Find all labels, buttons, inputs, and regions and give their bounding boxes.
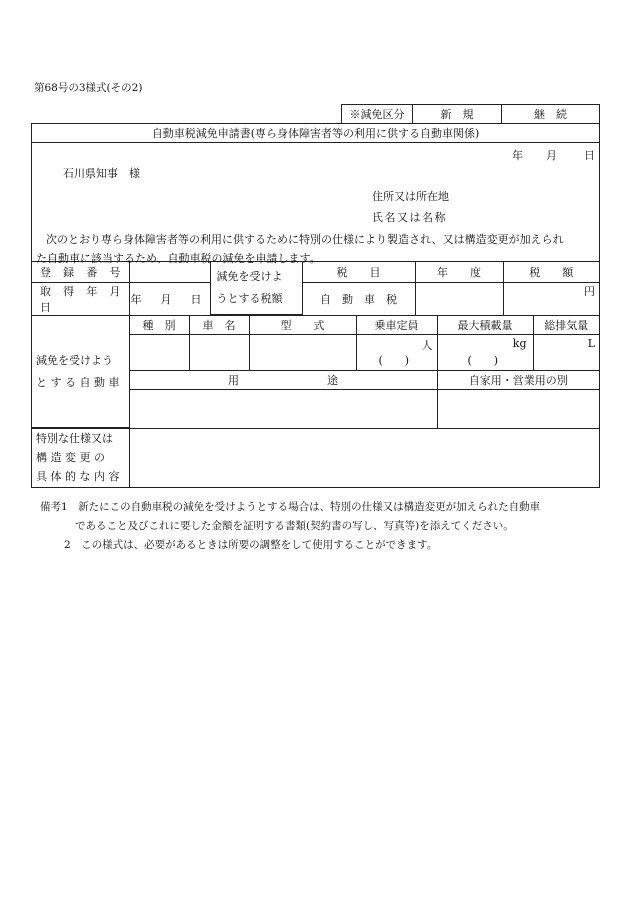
date-day[interactable]: 日 <box>584 149 595 162</box>
load-paren: ( ) <box>467 354 499 367</box>
use-header: 用 途 <box>129 371 437 390</box>
date-month[interactable]: 月 <box>546 149 557 162</box>
vehicle-label-line2: と す る 自 動 車 <box>36 375 120 389</box>
use-field[interactable] <box>129 390 437 428</box>
max-load-field[interactable] <box>437 335 533 371</box>
tax-to-reduce-label-line1: 減免を受けよ <box>216 270 283 283</box>
vehicle-name-field[interactable] <box>189 335 249 371</box>
capacity-field[interactable] <box>356 335 437 371</box>
capacity-header: 乗車定員 <box>356 316 437 335</box>
special-spec-label <box>32 429 129 487</box>
notes <box>40 498 540 555</box>
special-spec-field[interactable] <box>129 429 599 487</box>
note-2: 2 この様式は、必要があるときは所要の調整をして使用することができます。 <box>64 539 438 551</box>
category-label: ※減免区分 <box>342 105 413 123</box>
tax-to-reduce-label <box>210 262 302 315</box>
vehicle-label <box>32 316 129 428</box>
form-header <box>32 143 599 265</box>
category-new-option[interactable]: 新 規 <box>413 105 502 123</box>
form-number: 第68号の3様式(その2) <box>34 82 143 94</box>
fiscal-year-field[interactable] <box>415 282 503 315</box>
tax-amount-header: 税 額 <box>503 262 599 282</box>
special-spec-label-line2: 構 造 変 更 の <box>36 451 105 465</box>
model-header: 型 式 <box>249 316 356 335</box>
capacity-unit: 人 <box>421 339 433 352</box>
reduction-category <box>341 104 600 123</box>
acquisition-date-field[interactable]: 年 月 日 <box>129 282 210 315</box>
load-unit: kg <box>512 337 527 350</box>
tax-section <box>32 262 599 315</box>
statement-line-1: 次のとおり専ら身体障害者等の利用に供するために特別の仕様により製造され、又は構造変更が加えられ <box>46 233 564 246</box>
address-label[interactable]: 住所又は所在地 <box>372 190 449 203</box>
vehicle-section <box>32 315 599 428</box>
application-form <box>31 123 600 488</box>
addressee: 石川県知事 様 <box>63 167 140 180</box>
category-continue-option[interactable]: 継 続 <box>534 108 567 121</box>
date-year[interactable]: 年 <box>512 149 523 162</box>
vehicle-label-line1: 減免を受けよう <box>36 353 113 367</box>
registration-number-label: 登 録 番 号 <box>32 262 129 282</box>
private-commercial-field[interactable] <box>437 390 599 428</box>
special-spec-label-line1: 特別な仕様又は <box>36 432 113 446</box>
form-title: 自動車税減免申請書(専ら身体障害者等の利用に供する自動車関係) <box>32 124 599 143</box>
capacity-paren: ( ) <box>378 354 410 367</box>
acquisition-date-label: 取 得 年 月 日 <box>32 282 129 315</box>
vehicle-name-header: 車 名 <box>189 316 249 335</box>
tax-item-value: 自 動 車 税 <box>302 282 415 315</box>
tax-to-reduce-label-line2: うとする税額 <box>216 292 283 305</box>
max-load-header: 最大積載量 <box>437 316 533 335</box>
tax-amount-field[interactable]: 円 <box>503 282 599 315</box>
name-label[interactable]: 氏名又は名称 <box>372 211 447 224</box>
special-spec-section <box>32 428 599 487</box>
private-commercial-header: 自家用・営業用の別 <box>437 371 599 390</box>
vehicle-type-field[interactable] <box>129 335 189 371</box>
tax-item-header: 税 目 <box>302 262 415 282</box>
special-spec-label-line3: 具 体 的 な 内 容 <box>36 470 120 484</box>
vehicle-type-header: 種 別 <box>129 316 189 335</box>
displacement-header: 総排気量 <box>533 316 599 335</box>
model-field[interactable] <box>249 335 356 371</box>
displacement-field[interactable]: L <box>533 335 599 371</box>
fiscal-year-header: 年 度 <box>415 262 503 282</box>
statement-line-2: た自動車に該当するため、自動車税の減免を申請します。 <box>36 252 321 265</box>
note-1-cont: であること及びこれに要した金額を証明する書類(契約書の写し、写真等)を添えてください。 <box>75 520 514 532</box>
note-1: 備考1 新たにこの自動車税の減免を受けようとする場合は、特別の仕様又は構造変更が加えられた自動車 <box>40 501 541 513</box>
